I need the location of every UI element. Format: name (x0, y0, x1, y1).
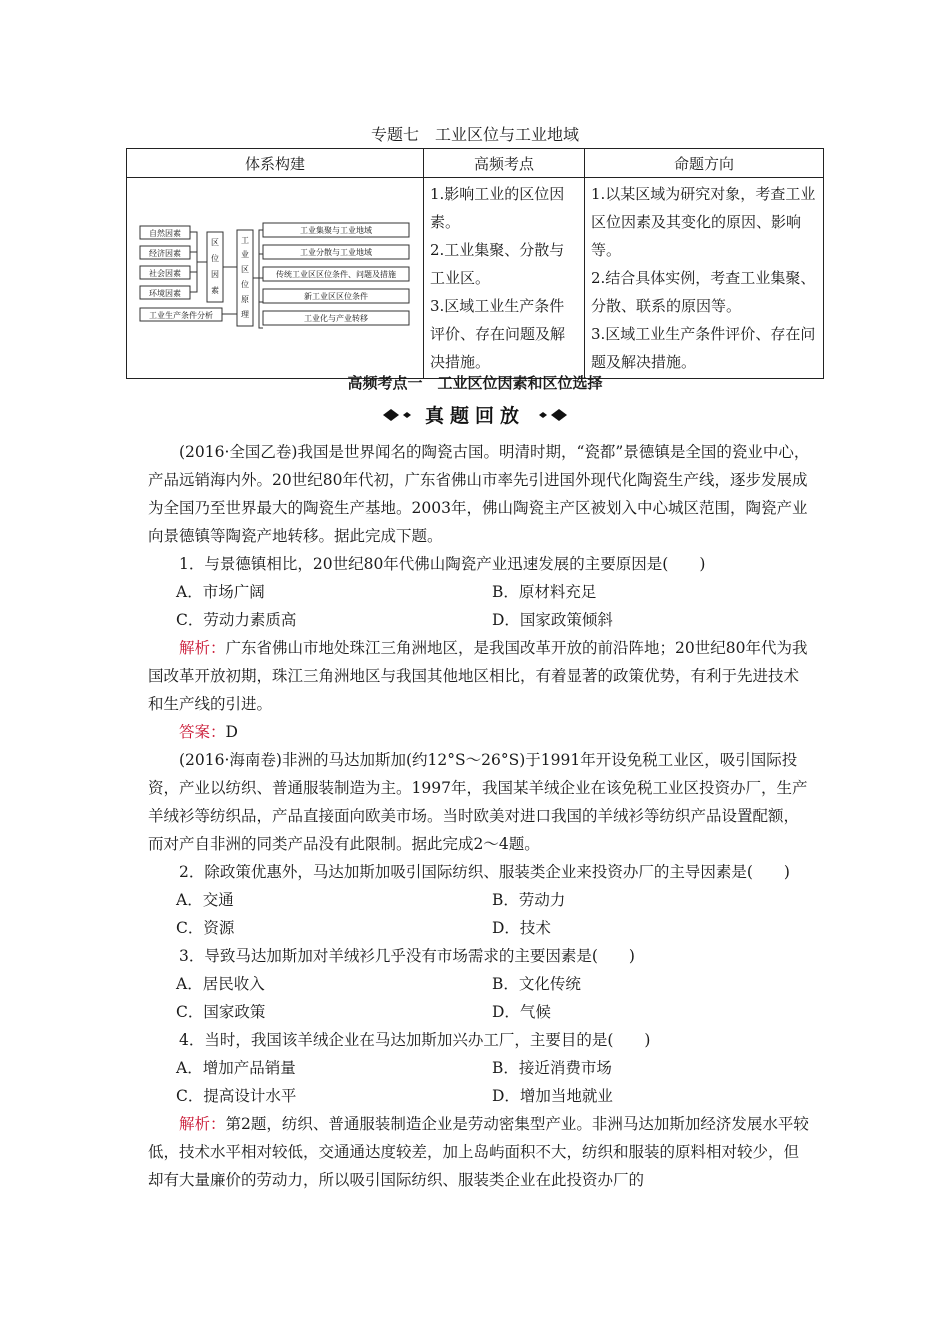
high-freq-item: 3.区域工业生产条件评价、存在问题及解决措施。 (430, 297, 566, 371)
principle-char-4: 位 (241, 280, 249, 289)
option-c: C．国家政策 (176, 1003, 266, 1021)
option-a: A．居民收入 (176, 975, 265, 993)
analysis-label: 解析： (179, 1115, 226, 1133)
overview-table (126, 148, 824, 379)
analysis-2-text: 第2题，纺织、普通服装制造企业是劳动密集型产业。非洲马达加斯加经济发展水平较低，技术水平相对较低，交通通达度较差，加上岛屿面积不大，纺织和服装的原料相对较少，但却有大量廉价的劳动力，所以吸引国际纺织、服装类企业在此投资办厂的 (148, 1115, 809, 1189)
topic-industrial-transfer: 工业化与产业转移 (304, 314, 368, 323)
option-d: D．增加当地就业 (492, 1087, 613, 1105)
principle-char-5: 原 (241, 295, 249, 304)
question-2-stem: 2．除政策优惠外，马达加斯加吸引国际纺织、服装类企业来投资办厂的主导因素是( ) (179, 863, 790, 881)
system-diagram-cell (127, 178, 424, 379)
production-analysis: 工业生产条件分析 (149, 311, 213, 320)
diamond-right-icon (551, 409, 567, 421)
direction-item: 3.区域工业生产条件评价、存在问题及解决措施。 (591, 325, 816, 371)
option-b: B．劳动力 (492, 891, 566, 909)
topic-agglomeration: 工业集聚与工业地域 (300, 226, 372, 235)
option-d: D．国家政策倾斜 (492, 611, 613, 629)
small-diamond-right-icon (539, 412, 547, 418)
question-2-options (176, 886, 810, 914)
direction-item: 2.结合具体实例，考查工业集聚、分散、联系的原因等。 (591, 269, 816, 315)
option-c: C．提高设计水平 (176, 1087, 297, 1105)
question-body (148, 438, 810, 1194)
answer-1 (148, 718, 810, 746)
factor-group-char-1: 区 (211, 238, 219, 247)
banner-ornament (355, 400, 595, 430)
principle-char-2: 业 (241, 250, 249, 259)
header-direction: 命题方向 (585, 149, 824, 178)
option-c: C．资源 (176, 919, 235, 937)
question-3-options (176, 998, 810, 1026)
question-1-stem: 1．与景德镇相比，20世纪80年代佛山陶瓷产业迅速发展的主要原因是( ) (179, 555, 706, 573)
principle-char-3: 区 (241, 265, 249, 274)
direction-cell (585, 178, 824, 379)
factor-group-char-4: 素 (211, 286, 219, 295)
factor-environment: 环境因素 (149, 289, 181, 298)
analysis-2 (148, 1110, 810, 1194)
option-d: D．技术 (492, 919, 551, 937)
principle-char-6: 理 (241, 310, 249, 319)
diamond-left-icon (383, 409, 399, 421)
review-banner (0, 400, 950, 434)
system-diagram (127, 180, 421, 372)
option-c: C．劳动力素质高 (176, 611, 297, 629)
question-2-options (176, 914, 810, 942)
answer-label: 答案： (179, 723, 226, 741)
factor-group-char-3: 因 (211, 270, 219, 279)
header-high-freq: 高频考点 (424, 149, 585, 178)
passage-1: (2016·全国乙卷)我国是世界闻名的陶瓷古国。明清时期，“瓷都”景德镇是全国的瓷业中心，产品远销海内外。20世纪80年代初，广东省佛山市率先引进国外现代化陶瓷生产线，逐步发展成为全国乃至世界最大的陶瓷生产基地。2003年，佛山陶瓷主产区被划入中心城区范围，陶瓷产业向景德镇等陶瓷产地转移。据此完成下题。 (148, 443, 810, 545)
question-1-options (176, 578, 810, 606)
analysis-1-text: 广东省佛山市地处珠江三角洲地区，是我国改革开放的前沿阵地；20世纪80年代为我国改革开放初期，珠江三角洲地区与我国其他地区相比，有着显著的政策优势，有利于先进技术和生产线的引进。 (148, 639, 808, 713)
option-a: A．市场广阔 (176, 583, 265, 601)
factor-economic: 经济因素 (149, 249, 181, 258)
analysis-label: 解析： (179, 639, 226, 657)
question-4-options (176, 1082, 810, 1110)
question-4-options (176, 1054, 810, 1082)
page-title: 专题七 工业区位与工业地域 (370, 125, 579, 144)
option-d: D．气候 (492, 1003, 551, 1021)
question-3-options (176, 970, 810, 998)
small-diamond-left-icon (403, 412, 411, 418)
direction-item: 1.以某区域为研究对象，考查工业区位因素及其变化的原因、影响等。 (591, 185, 816, 259)
principle-char-1: 工 (241, 236, 249, 245)
option-a: A．交通 (176, 891, 234, 909)
question-4-stem: 4．当时，我国该羊绒企业在马达加斯加兴办工厂，主要目的是( ) (179, 1031, 651, 1049)
question-3-stem: 3．导致马达加斯加对羊绒衫几乎没有市场需求的主要因素是( ) (179, 947, 635, 965)
topic-traditional-region: 传统工业区区位条件、问题及措施 (276, 270, 396, 279)
passage-2: (2016·海南卷)非洲的马达加斯加(约12°S～26°S)于1991年开设免税工业区，吸引国际投资，产业以纺织、普通服装制造为主。1997年，我国某羊绒企业在该免税工业区投资办厂，生产羊绒衫等纺织品，产品直接面向欧美市场。当时欧美对进口我国的羊绒衫等纺织产品设置配额，而对产自非洲的同类产品没有此限制。据此完成2～4题。 (148, 751, 808, 853)
factor-group-char-2: 位 (211, 254, 219, 263)
topic-dispersion: 工业分散与工业地域 (300, 248, 372, 257)
option-b: B．文化传统 (492, 975, 581, 993)
question-1-options (176, 606, 810, 634)
factor-social: 社会因素 (149, 269, 181, 278)
answer-1-value: D (225, 723, 238, 741)
high-freq-item: 2.工业集聚、分散与工业区。 (430, 241, 565, 287)
option-b: B．原材料充足 (492, 583, 597, 601)
topic-new-region: 新工业区区位条件 (304, 292, 368, 301)
option-b: B．接近消费市场 (492, 1059, 612, 1077)
banner-text: 真题回放 (424, 405, 526, 427)
section-heading: 高频考点一 工业区位因素和区位选择 (347, 374, 603, 392)
header-system: 体系构建 (127, 149, 424, 178)
analysis-1 (148, 634, 810, 718)
high-freq-cell (424, 178, 585, 379)
factor-natural: 自然因素 (149, 229, 181, 238)
high-freq-item: 1.影响工业的区位因素。 (430, 185, 565, 231)
option-a: A．增加产品销量 (176, 1059, 296, 1077)
